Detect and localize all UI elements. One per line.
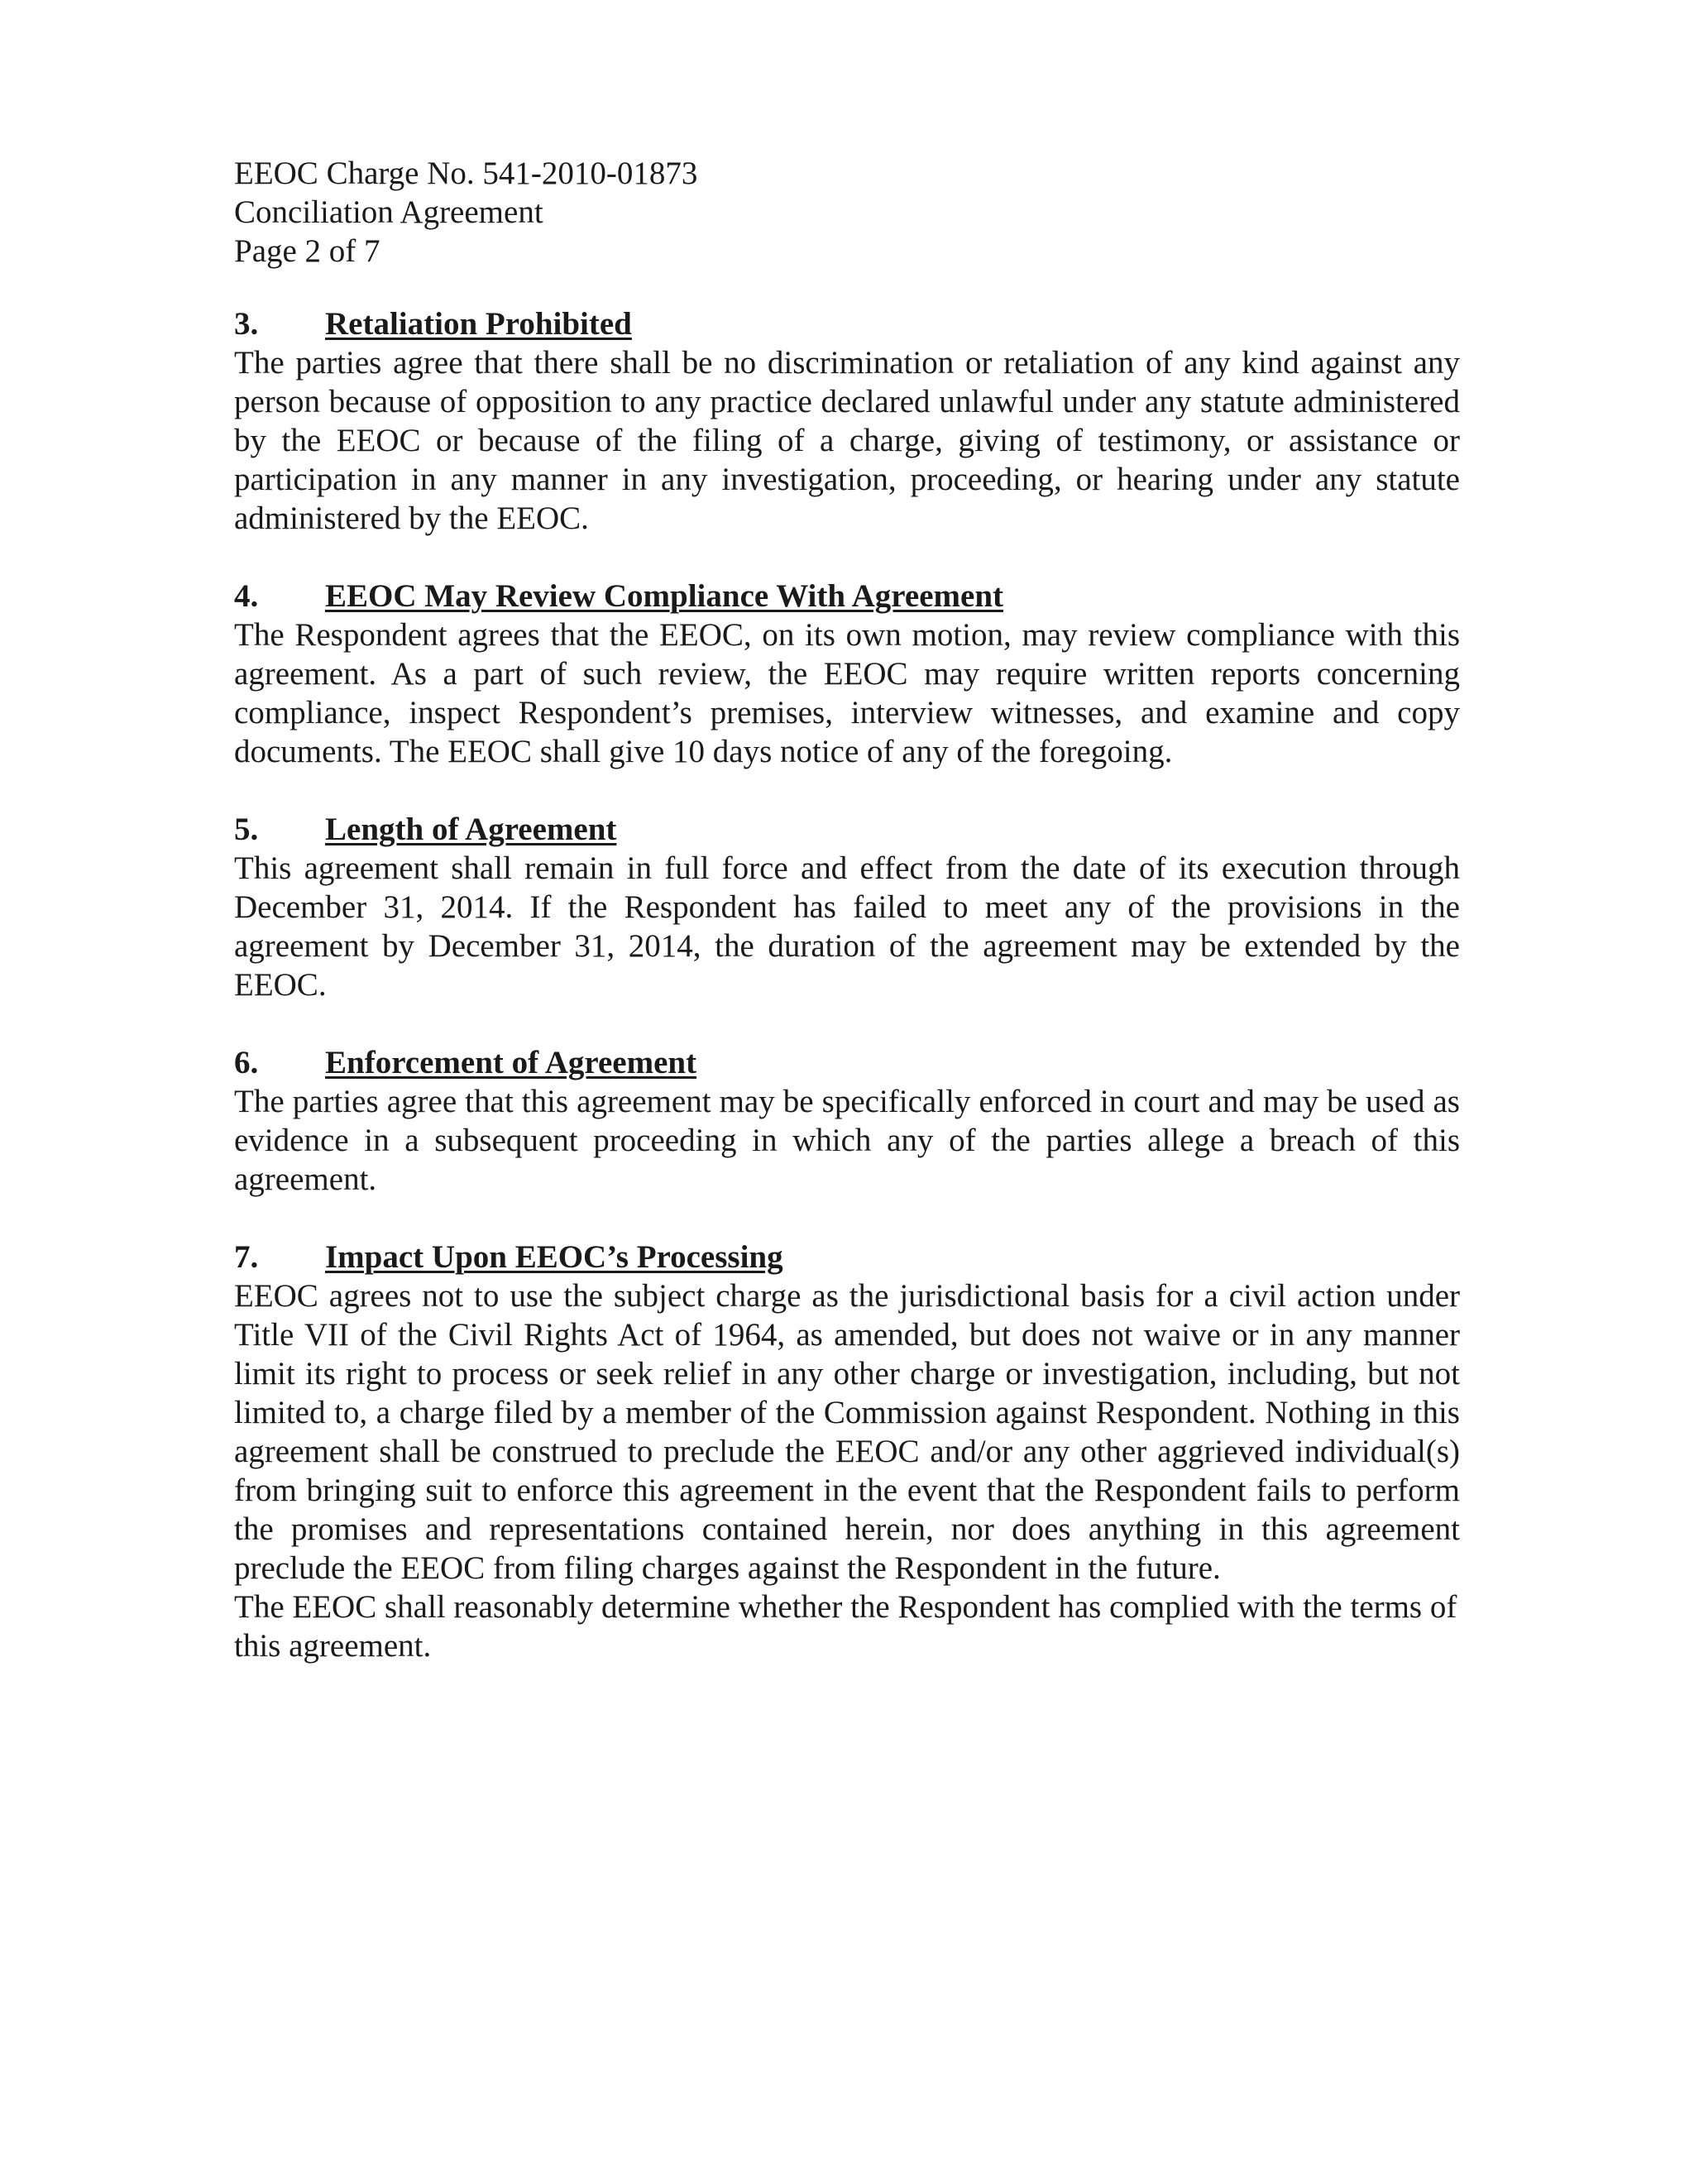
section-length-of-agreement xyxy=(234,810,1460,1004)
section-title: Impact Upon EEOC’s Processing xyxy=(325,1239,783,1275)
section-number: 4. xyxy=(234,578,259,614)
section-title: Enforcement of Agreement xyxy=(325,1045,697,1080)
document-page xyxy=(234,154,1460,1704)
section-body: The parties agree that there shall be no discrimination or retaliation of any kind against any person because of opposition to any practice declared unlawful under any statute administered by the EEOC or because of the filing of a charge, giving of testimony, or assistance or participation in any manner in any investigation, proceeding, or hearing under any statute administered by the EEOC. xyxy=(234,345,1460,536)
section-impact-upon-eeoc-processing xyxy=(234,1238,1460,1665)
section-body: This agreement shall remain in full force and effect from the date of its execution through December 31, 2014. If the Respondent has failed to meet any of the provisions in the agreement by December 31, 2014, the duration of the agreement may be extended by the EEOC. xyxy=(234,850,1460,1003)
section-body: The Respondent agrees that the EEOC, on its own motion, may review compliance with this agreement. As a part of such review, the EEOC may require written reports concerning compliance, inspect Respondent’s premises, interview witnesses, and examine and copy documents. The EEOC shall give 10 days notice of any of the foregoing. xyxy=(234,617,1460,769)
section-title: Length of Agreement xyxy=(325,812,617,847)
section-heading xyxy=(234,810,1460,849)
section-title: EEOC May Review Compliance With Agreement xyxy=(325,578,1004,614)
section-eeoc-may-review-compliance xyxy=(234,577,1460,771)
page-indicator: Page 2 of 7 xyxy=(234,233,380,269)
section-heading xyxy=(234,577,1460,615)
charge-number: EEOC Charge No. 541-2010-01873 xyxy=(234,156,698,191)
section-retaliation-prohibited xyxy=(234,304,1460,538)
section-number: 7. xyxy=(234,1239,259,1275)
section-number: 6. xyxy=(234,1045,259,1080)
section-body-tail: The EEOC shall reasonably determine whether the Respondent has complied with the terms of this agreement. xyxy=(234,1589,1457,1664)
section-body: The parties agree that this agreement may be specifically enforced in court and may be used as evidence in a subsequent proceeding in which any of the parties allege a breach of this agreement. xyxy=(234,1084,1460,1197)
section-heading xyxy=(234,1043,1460,1082)
section-heading xyxy=(234,1238,1460,1276)
document-header xyxy=(234,154,1460,271)
section-number: 5. xyxy=(234,812,259,847)
section-number: 3. xyxy=(234,306,259,342)
section-enforcement-of-agreement xyxy=(234,1043,1460,1199)
document-title: Conciliation Agreement xyxy=(234,194,543,230)
section-heading xyxy=(234,304,1460,343)
section-body: EEOC agrees not to use the subject charge as the jurisdictional basis for a civil action under Title VII of the Civil Rights Act of 1964, as amended, but does not waive or in any manner limit its right to process or seek relief in any other charge or investigation, including, but not limited to, a charge filed by a member of the Commission against Respondent. Nothing in this agreement shall be construed to preclude the EEOC and/or any other aggrieved individual(s) from bringing suit to enforce this agreement in the event that the Respondent fails to perform the promises and representations contained herein, nor does anything in this agreement preclude the EEOC from filing charges against the Respondent in the future. xyxy=(234,1278,1460,1586)
section-title: Retaliation Prohibited xyxy=(325,306,632,342)
